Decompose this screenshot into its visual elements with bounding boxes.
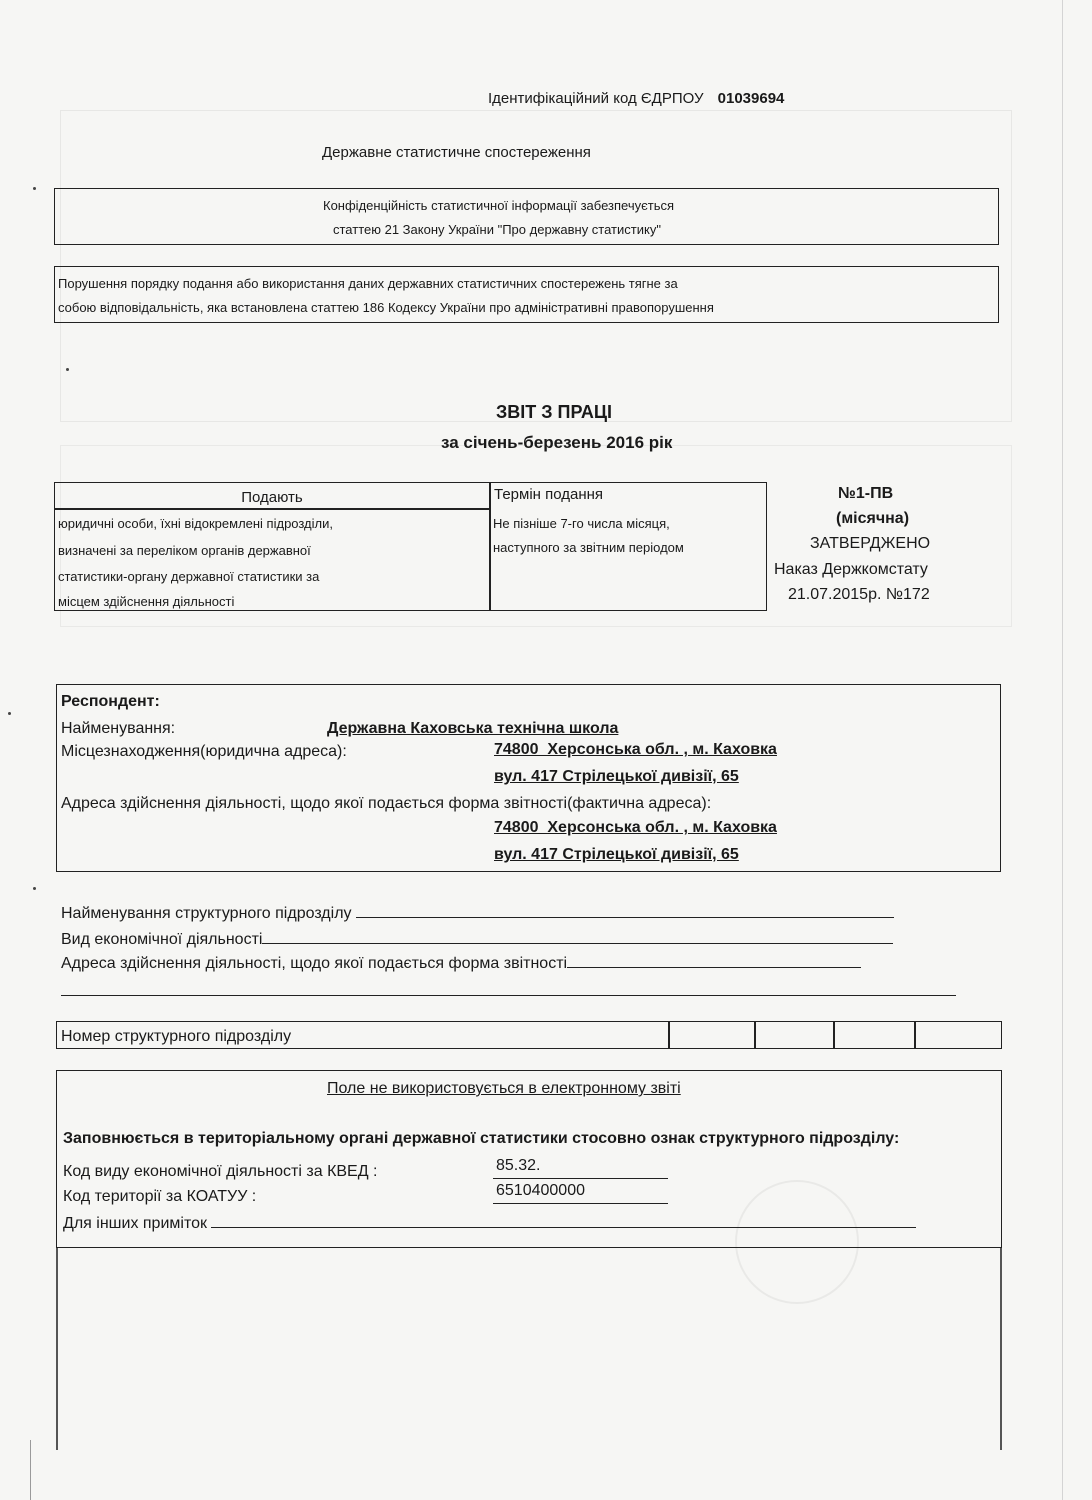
notes-field[interactable] <box>211 1213 916 1228</box>
structural-unit-name-field[interactable] <box>356 903 894 918</box>
unit-address-row <box>61 953 861 973</box>
observation-title: Державне статистичне спостереження <box>322 144 591 161</box>
koatuu-label: Код території за КОАТУУ : <box>63 1188 257 1205</box>
table-header-divider <box>55 508 489 510</box>
respondent-name-label: Найменування: <box>61 720 176 737</box>
actual-address-line2: вул. 417 Стрілецької дивізії, 65 <box>494 846 739 863</box>
unit-address-label: Адреса здійснення діяльності, щодо якої подається форма звітності <box>61 955 568 972</box>
stat-office-box <box>56 1070 1002 1248</box>
report-title: ЗВІТ З ПРАЦІ <box>495 402 613 422</box>
scan-dot <box>66 368 69 371</box>
stat-office-intro: Заповнюється в територіальному органі державної статистики стосовно ознак структурного підрозділу: <box>63 1130 900 1147</box>
respondent-name-value: Державна Каховська технічна школа <box>327 720 619 737</box>
submission-table <box>54 482 767 611</box>
edrpou-line <box>488 90 784 107</box>
submitters-line: статистики-органу державної статистики за <box>58 569 320 584</box>
actual-address-line1: 74800 Херсонська обл. , м. Каховка <box>494 819 777 836</box>
kved-value: 85.32. <box>496 1157 541 1174</box>
koatuu-underline <box>493 1203 668 1204</box>
page-edge <box>1062 0 1063 1500</box>
form-order-date: 21.07.2015р. №172 <box>788 586 930 603</box>
unit-number-cell[interactable] <box>835 1022 912 1048</box>
deadline-line: Не пізніше 7-го числа місяця, <box>493 516 670 531</box>
violation-line2: собою відповідальність, яка встановлена статтею 186 Кодексу України про адміністративні правопорушення <box>58 300 714 315</box>
unit-number-label: Номер структурного підрозділу <box>61 1028 292 1045</box>
lower-border-right <box>1000 1248 1002 1450</box>
unit-number-cell[interactable] <box>670 1022 752 1048</box>
submitters-line: місцем здійснення діяльності <box>58 594 235 609</box>
confidentiality-box <box>54 188 999 245</box>
unit-number-cell[interactable] <box>916 1022 1001 1048</box>
submitters-line: визначені за переліком органів державної <box>58 543 311 558</box>
lower-border-left <box>56 1248 58 1450</box>
submitters-line: юридичні особи, їхні відокремлені підрозділи, <box>58 516 333 531</box>
unit-address-field[interactable] <box>567 953 861 968</box>
violation-box <box>54 266 999 323</box>
violation-line1: Порушення порядку подання або використання даних державних статистичних спостережень тягне за <box>58 276 678 291</box>
col-header-submitters: Подають <box>241 489 303 506</box>
form-approved: ЗАТВЕРДЖЕНО <box>810 535 931 552</box>
respondent-box <box>56 684 1001 872</box>
scan-dot <box>33 187 36 190</box>
legal-address-line2: вул. 417 Стрілецької дивізії, 65 <box>494 768 739 785</box>
activity-row <box>61 929 893 949</box>
stat-office-heading: Поле не використовується в електронному звіті <box>327 1080 681 1097</box>
scan-dot <box>33 887 36 890</box>
col-header-deadline: Термін подання <box>494 486 604 503</box>
kved-underline <box>493 1178 668 1179</box>
form-order: Наказ Держкомстату <box>774 561 928 578</box>
kved-label: Код виду економічної діяльності за КВЕД : <box>63 1163 378 1180</box>
activity-field[interactable] <box>262 929 893 944</box>
report-period: за січень-березень 2016 рік <box>441 433 673 452</box>
structural-unit-name-row <box>61 903 894 923</box>
actual-address-label: Адреса здійснення діяльності, щодо якої подається форма звітності(фактична адреса): <box>61 795 712 812</box>
unit-number-cell[interactable] <box>756 1022 831 1048</box>
respondent-heading: Респондент: <box>61 693 160 710</box>
confidentiality-line2: статтею 21 Закону України "Про державну статистику" <box>333 222 661 237</box>
unit-address-field-continued[interactable] <box>61 995 956 996</box>
page-edge-left <box>30 1440 31 1500</box>
legal-address-line1: 74800 Херсонська обл. , м. Каховка <box>494 741 777 758</box>
unit-number-box <box>56 1021 1002 1049</box>
edrpou-code: 01039694 <box>717 90 785 107</box>
activity-label: Вид економічної діяльності <box>61 931 263 948</box>
deadline-line: наступного за звітним періодом <box>493 540 684 555</box>
form-frequency: (місячна) <box>836 510 910 527</box>
legal-address-label: Місцезнаходження(юридична адреса): <box>61 743 347 760</box>
structural-unit-name-label: Найменування структурного підрозділу <box>61 905 352 922</box>
koatuu-value: 6510400000 <box>496 1182 585 1199</box>
form-number: №1-ПВ <box>838 485 894 502</box>
confidentiality-line1: Конфіденційність статистичної інформації забезпечується <box>323 198 675 213</box>
edrpou-label: Ідентифікаційний код ЄДРПОУ <box>488 90 704 107</box>
table-column-divider <box>489 483 491 610</box>
notes-label: Для інших приміток <box>63 1215 207 1232</box>
notes-row <box>63 1213 916 1233</box>
scan-dot <box>8 712 11 715</box>
